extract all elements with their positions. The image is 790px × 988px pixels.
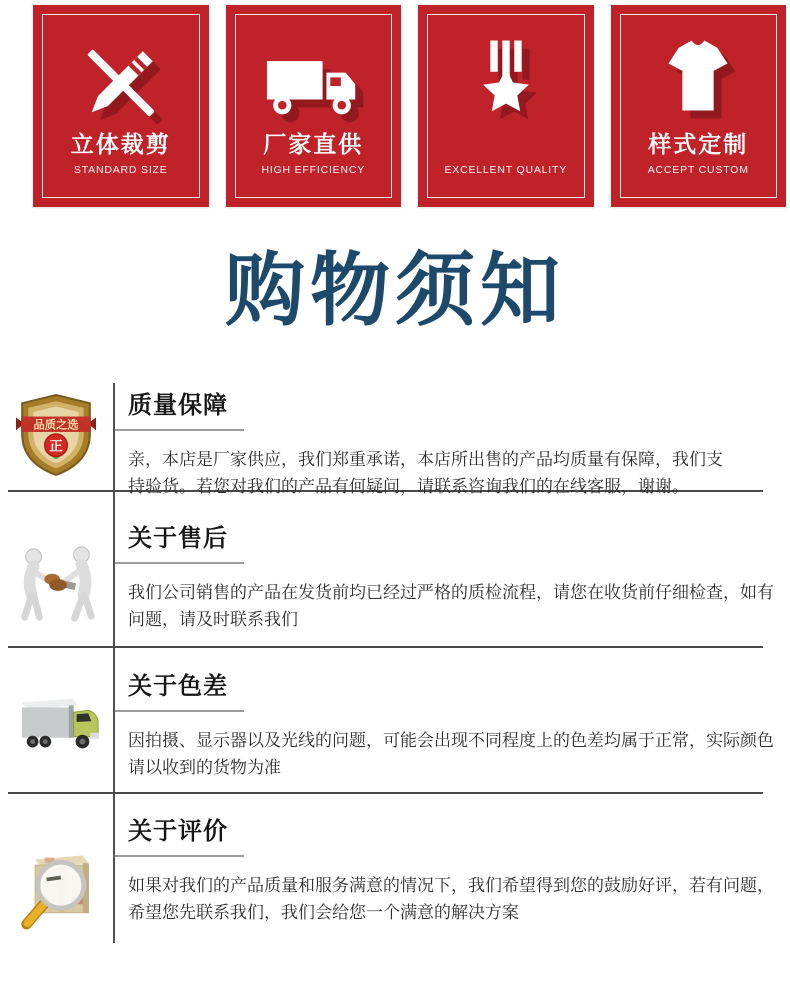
notice-body: 我们公司销售的产品在发货前均已经过严格的质检流程，请您在收货前仔细检查，如有问题，请及时联系我们 — [128, 583, 774, 629]
notice-color-difference — [0, 648, 790, 792]
after-sales-figures-icon — [16, 543, 100, 634]
badge-factory-direct — [226, 5, 402, 207]
notice-heading: 关于色差 — [128, 673, 228, 700]
feature-badges-row — [33, 5, 786, 207]
notice-list — [0, 383, 790, 943]
badge-inner-border — [235, 14, 393, 198]
notice-heading: 关于售后 — [128, 525, 228, 552]
badge-en-label: EXCELLENT QUALITY — [444, 164, 568, 176]
notice-quality — [0, 383, 790, 496]
badge-accept-custom — [611, 5, 787, 207]
badge-excellent-quality — [418, 5, 594, 207]
badge-standard-size — [33, 5, 209, 207]
badge-en-label: HIGH EFFICIENCY — [261, 164, 366, 176]
badge-zh-label: 样式定制 — [648, 131, 749, 157]
quality-shield-badge-icon — [16, 393, 96, 482]
badge-inner-border — [427, 14, 585, 198]
badge-en-label: STANDARD SIZE — [73, 164, 168, 176]
notice-after-sales — [0, 492, 790, 646]
shield-seal-text: 正 — [49, 438, 63, 454]
heading-underline — [113, 710, 244, 712]
magnifier-box-icon — [16, 842, 100, 937]
heading-underline — [113, 855, 244, 857]
shield-ribbon-text: 品质之选 — [33, 419, 79, 432]
badge-zh-label: 立体裁剪 — [70, 131, 171, 157]
notice-review — [0, 794, 790, 943]
heading-underline — [113, 429, 244, 431]
page-title: 购物须知 — [225, 246, 565, 335]
notice-heading: 关于评价 — [128, 818, 228, 845]
badge-zh-label: 厂家直供 — [263, 131, 364, 157]
notice-body: 亲，本店是厂家供应，我们郑重承诺，本店所出售的产品均质量有保障，我们支持验货。若您对我们的产品有何疑问，请联系咨询我们的在线客服，谢谢。 — [128, 450, 723, 496]
delivery-truck-icon — [16, 692, 102, 761]
badge-inner-border — [620, 14, 778, 198]
badge-inner-border — [42, 14, 200, 198]
notice-body: 因拍摄、显示器以及光线的问题，可能会出现不同程度上的色差均属于正常，实际颜色请以收到的货物为准 — [128, 731, 774, 777]
badge-en-label: ACCEPT CUSTOM — [647, 164, 749, 176]
heading-underline — [113, 562, 244, 564]
notice-heading: 质量保障 — [128, 392, 228, 419]
notice-body: 如果对我们的产品质量和服务满意的情况下，我们希望得到您的鼓励好评，若有问题，希望您先联系我们，我们会给您一个满意的解决方案 — [128, 876, 774, 922]
